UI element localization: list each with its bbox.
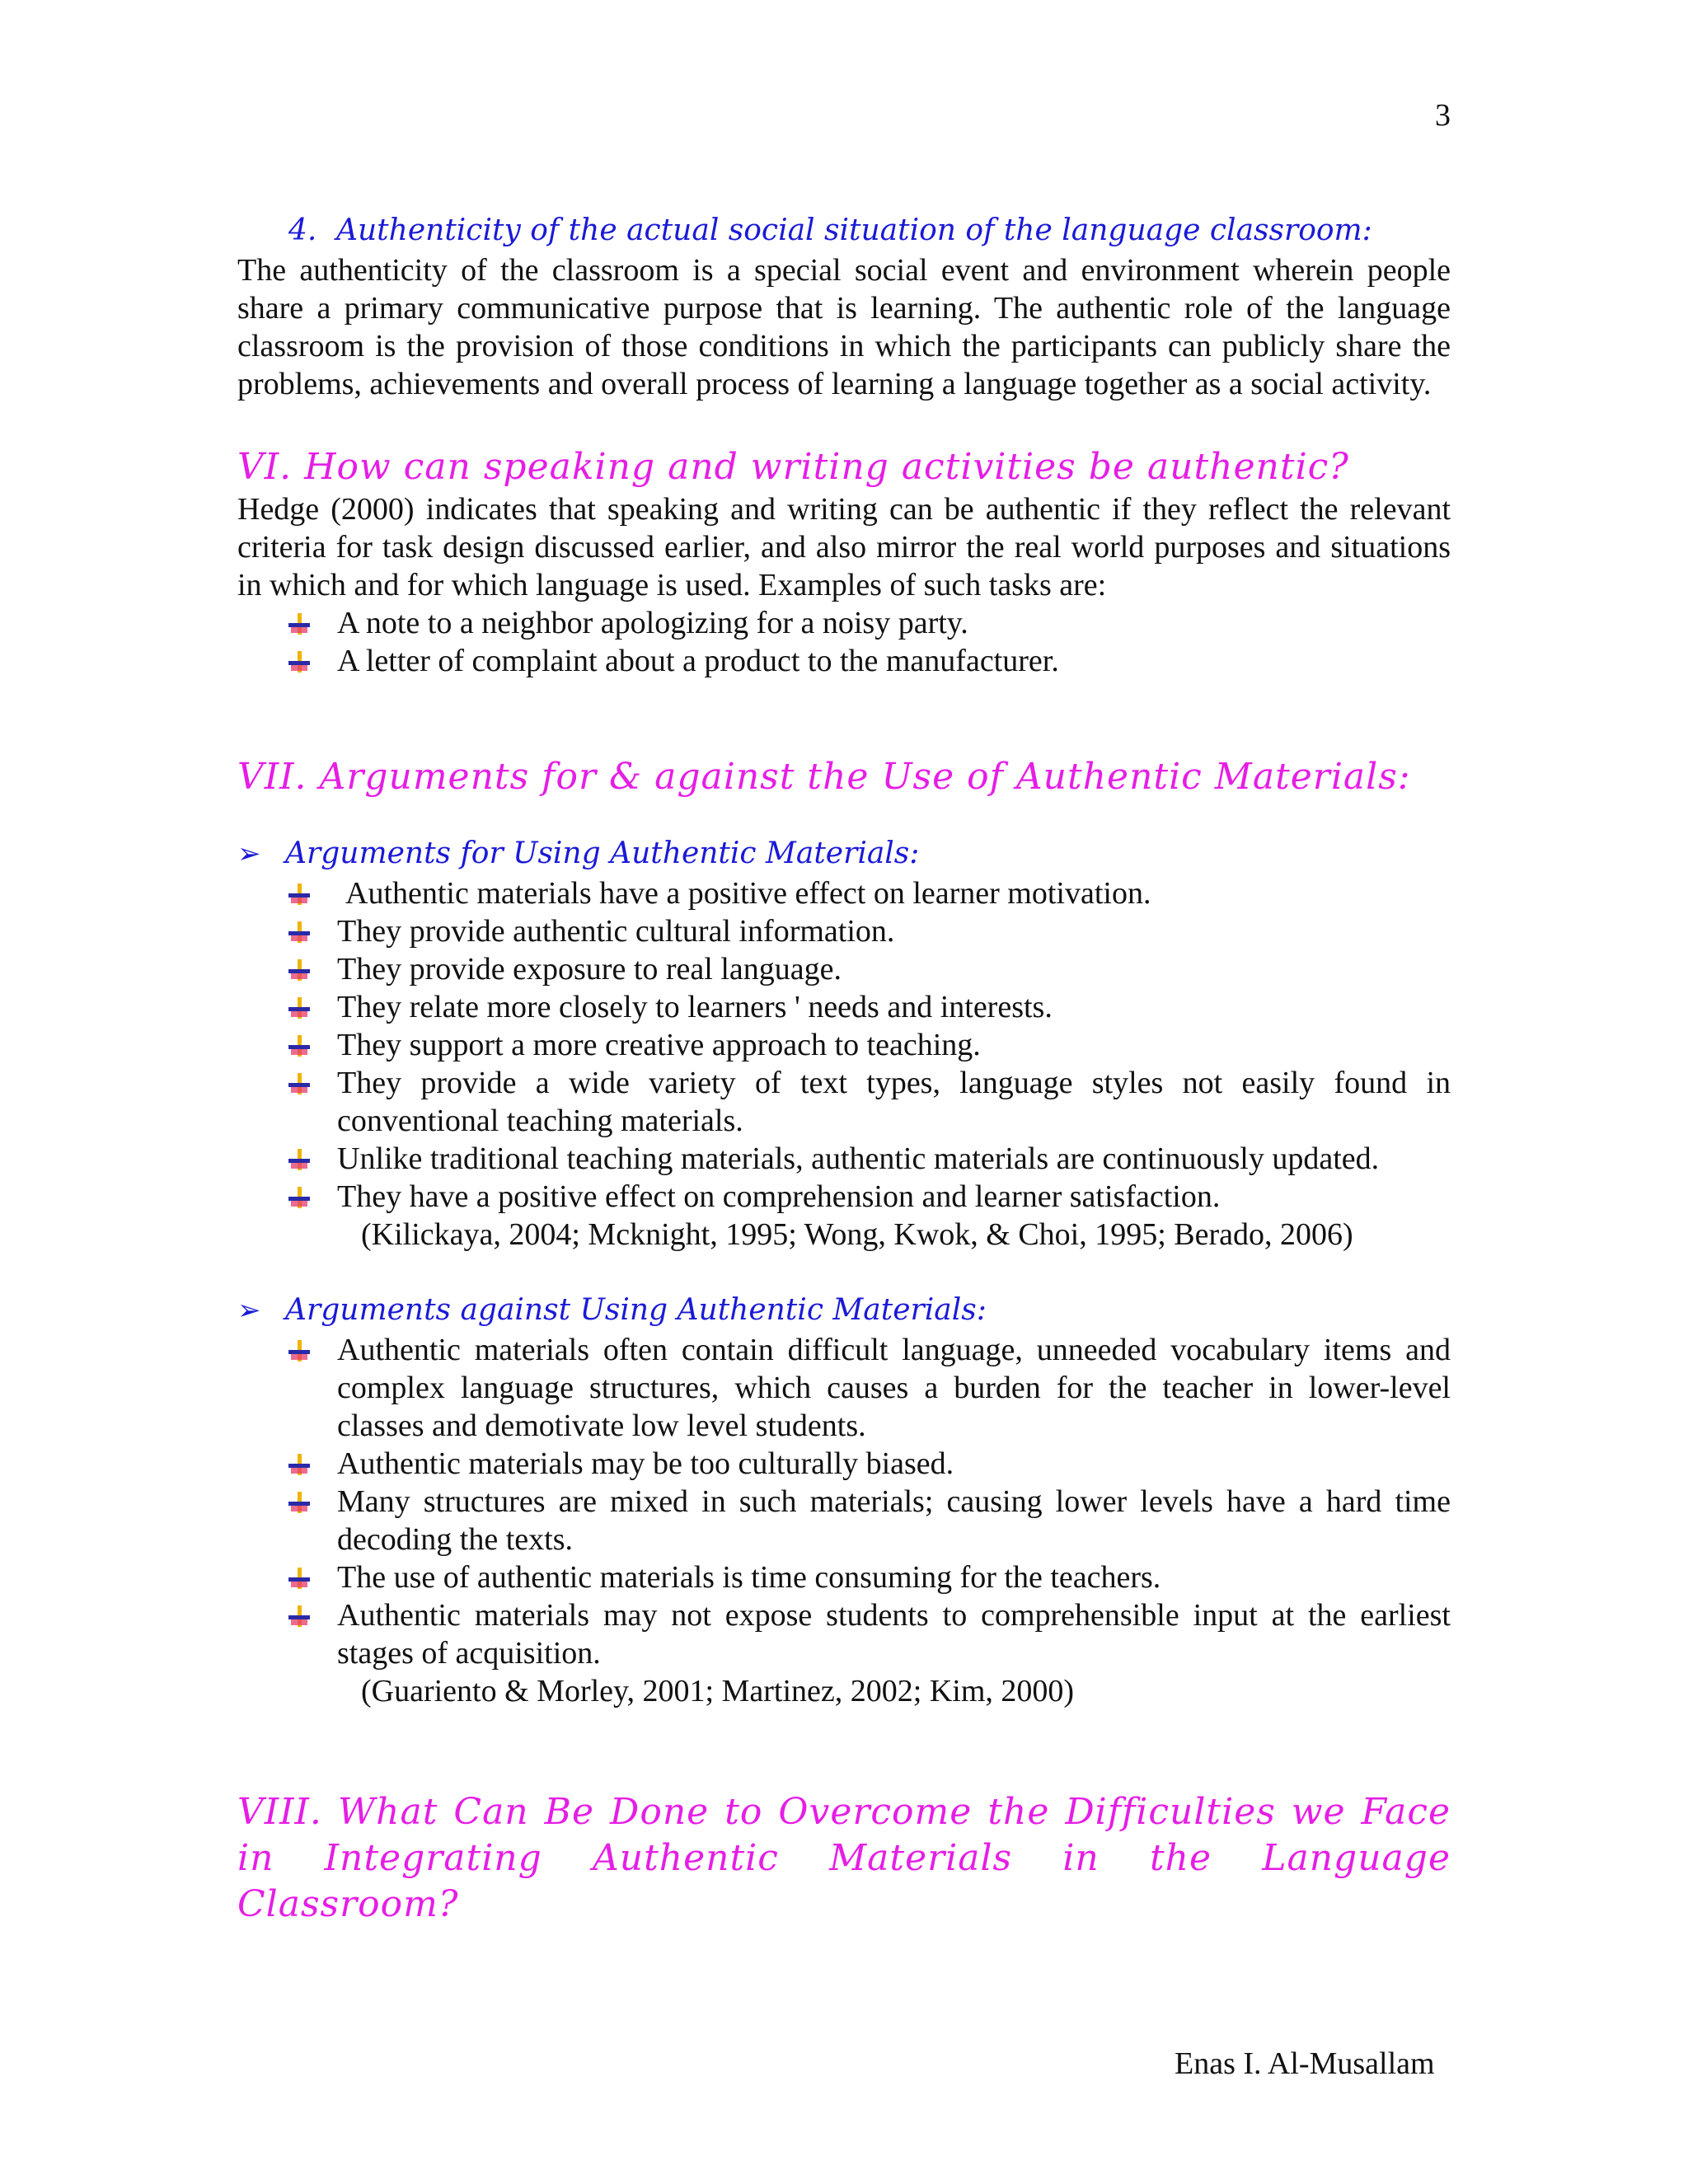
list-item: They have a positive effect on comprehension and learner satisfaction. — [288, 1178, 1451, 1216]
list-item: They provide exposure to real language. — [288, 950, 1451, 988]
list-item: Unlike traditional teaching materials, authentic materials are continuously updated. — [288, 1140, 1451, 1178]
list-item: Authentic materials often contain difficult language, unneeded vocabulary items and complex language structures, which causes a burden for the teacher in lower-level classes and demotivate low level students. — [288, 1331, 1451, 1445]
section-6-heading: VI. How can speaking and writing activities be authentic? — [237, 446, 1349, 488]
arrowhead-icon: ➢ — [237, 837, 261, 870]
push-pin-bullet-icon — [288, 651, 310, 673]
list-item: A note to a neighbor apologizing for a noisy party. — [288, 604, 1451, 642]
push-pin-bullet-icon — [288, 613, 310, 635]
arguments-against-citation: (Guariento & Morley, 2001; Martinez, 2002; Kim, 2000) — [361, 1674, 1075, 1708]
footer-author: Enas I. Al-Musallam — [1175, 2046, 1435, 2081]
list-item: They provide authentic cultural information. — [288, 912, 1451, 950]
arguments-against-heading: ➢ Arguments against Using Authentic Materials: — [237, 1290, 1451, 1331]
list-item: Authentic materials have a positive effect on learner motivation. — [288, 874, 1451, 912]
push-pin-bullet-icon — [288, 1035, 310, 1057]
push-pin-bullet-icon — [288, 883, 310, 905]
arrowhead-icon: ➢ — [237, 1294, 261, 1327]
push-pin-bullet-icon — [288, 1073, 310, 1094]
section-6-paragraph: Hedge (2000) indicates that speaking and writing can be authentic if they reflect the relevant criteria for task design discussed earlier, and also mirror the real world purposes and situations in which and for which language is used. Examples of such tasks are: — [237, 492, 1451, 602]
arguments-for-heading: ➢ Arguments for Using Authentic Materials: — [237, 833, 1451, 874]
section-4-paragraph: The authenticity of the classroom is a special social event and environment wherein people share a primary communicative purpose that is learning. The authentic role of the language classroom is the provision of those conditions in which the participants can publicly share the problems, achievements and overall process of learning a language together as a social activity. — [237, 253, 1451, 401]
section-4-number: 4. — [288, 213, 317, 247]
arguments-against-list — [237, 1331, 1451, 1672]
page-number: 3 — [1435, 98, 1451, 133]
document-body — [237, 210, 1451, 1928]
push-pin-bullet-icon — [288, 1492, 310, 1513]
push-pin-bullet-icon — [288, 1187, 310, 1208]
push-pin-bullet-icon — [288, 1605, 310, 1627]
push-pin-bullet-icon — [288, 921, 310, 943]
arguments-for-citation: (Kilickaya, 2004; Mcknight, 1995; Wong, Kwok, & Choi, 1995; Berado, 2006) — [361, 1217, 1353, 1252]
section-8-heading: VIII. What Can Be Done to Overcome the Difficulties we Face in Integrating Authentic Materials in the Language Classroom? — [237, 1791, 1451, 1925]
push-pin-bullet-icon — [288, 1149, 310, 1170]
section-7-heading: VII. Arguments for & against the Use of Authentic Materials: — [237, 756, 1411, 798]
push-pin-bullet-icon — [288, 1568, 310, 1589]
list-item: They relate more closely to learners ' needs and interests. — [288, 988, 1451, 1026]
section-6-bullet-list — [237, 604, 1451, 680]
list-item: Authentic materials may not expose students to comprehensible input at the earliest stages of acquisition. — [288, 1596, 1451, 1672]
list-item: Many structures are mixed in such materials; causing lower levels have a hard time decoding the texts. — [288, 1483, 1451, 1558]
section-4-heading-text: Authenticity of the actual social situation of the language classroom: — [336, 213, 1372, 247]
list-item: The use of authentic materials is time consuming for the teachers. — [288, 1558, 1451, 1596]
push-pin-bullet-icon — [288, 959, 310, 981]
list-item: Authentic materials may be too culturally biased. — [288, 1445, 1451, 1483]
section-4-heading — [288, 210, 1451, 251]
list-item: They provide a wide variety of text types, language styles not easily found in conventional teaching materials. — [288, 1064, 1451, 1140]
push-pin-bullet-icon — [288, 997, 310, 1019]
push-pin-bullet-icon — [288, 1454, 310, 1475]
push-pin-bullet-icon — [288, 1340, 310, 1361]
list-item: They support a more creative approach to teaching. — [288, 1026, 1451, 1064]
arguments-for-list — [237, 874, 1451, 1216]
list-item: A letter of complaint about a product to the manufacturer. — [288, 642, 1451, 680]
